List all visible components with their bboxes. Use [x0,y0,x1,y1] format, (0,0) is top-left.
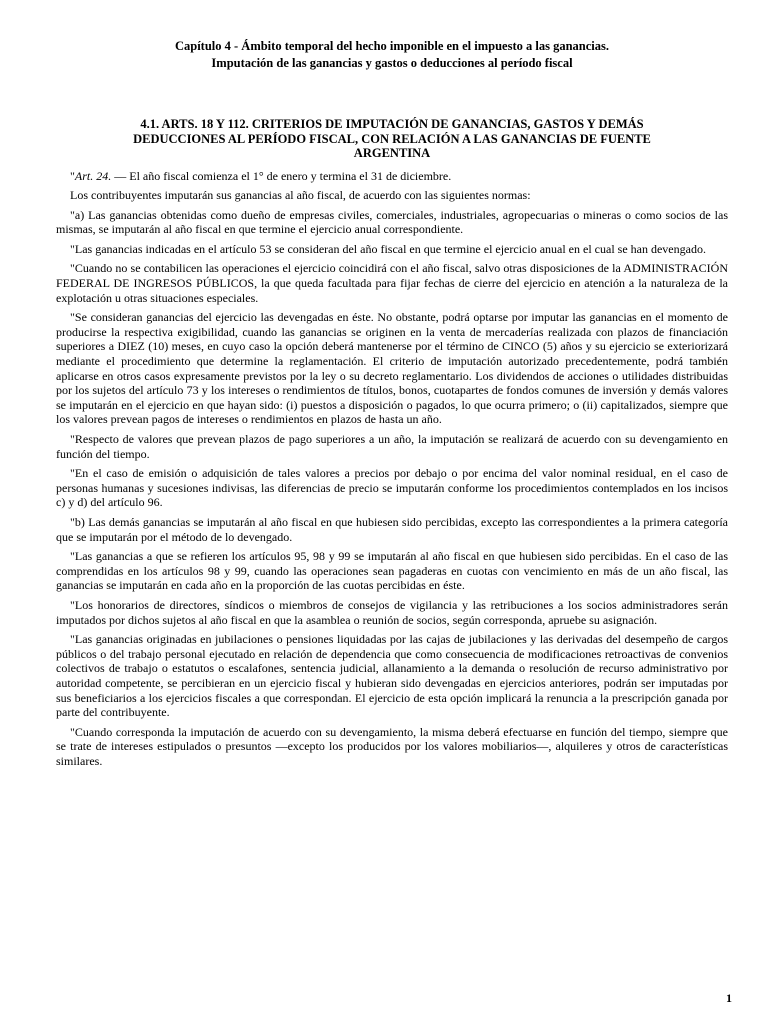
document-page [56,38,728,773]
section-title-line-1: 4.1. ARTS. 18 Y 112. CRITERIOS DE IMPUTACIÓN DE GANANCIAS, GASTOS Y DEMÁS [140,117,644,131]
body-paragraph: "Cuando corresponda la imputación de acuerdo con su devengamiento, la misma deberá efectuarse en función del tiempo, siempre que se trate de intereses estipulados o presuntos —excepto los producidos por los valores mobiliarios—, alquileres y otros de características similares. [56,724,728,768]
body-paragraph: "Cuando no se contabilicen las operaciones el ejercicio coincidirá con el año fiscal, salvo otras disposiciones de la ADMINISTRACIÓN FEDERAL DE INGRESOS PÚBLICOS, la que queda facultada para fijar fechas de cierre del ejercicio en atención a la naturaleza de la explotación u otras situaciones especiales. [56,261,728,305]
body-paragraph: "En el caso de emisión o adquisición de tales valores a precios por debajo o por encima del valor nominal residual, en el caso de personas humanas y sucesiones indivisas, las diferencias de precio se imputarán conforme los procedimientos contemplados en los incisos c) y d) del artículo 96. [56,466,728,510]
article-24-paragraph [56,169,728,184]
body-paragraph: "Las ganancias a que se refieren los artículos 95, 98 y 99 se imputarán al año fiscal en que hubiesen sido percibidas. En el caso de las comprendidas en los artículos 98 y 99, cuando las operaciones sean pagaderas en cuotas con vencimiento en más de un año fiscal, las ganancias se imputarán en cada año en la proporción de las cuotas percibidas en éste. [56,549,728,593]
body-paragraph: "b) Las demás ganancias se imputarán al año fiscal en que hubiesen sido percibidas, excepto las correspondientes a la primera categoría que se imputarán por el método de lo devengado. [56,514,728,544]
section-title-line-3: ARGENTINA [353,146,431,160]
article-24-quote: " [70,168,75,183]
article-24-label: Art. 24. [74,168,112,183]
body-paragraph: "Las ganancias originadas en jubilaciones o pensiones liquidadas por las cajas de jubilaciones y las derivadas del desempeño de cargos públicos o del trabajo personal ejecutado en relación de dependencia que como consecuencia de modificaciones retroactivas de convenios colectivos de trabajo o estatutos o escalafones, sentencia judicial, allanamiento a la demanda o resolución de recurso administrativo por autoridad competente, se percibieran en un ejercicio fiscal y hubieran sido devengadas en ejercicios anteriores, podrán ser imputadas por sus beneficiarios a los ejercicios fiscales a que correspondan. El ejercicio de esta opción implicará la renuncia a la prescripción ganada por parte del contribuyente. [56,632,728,720]
body-paragraph: "Respecto de valores que prevean plazos de pago superiores a un año, la imputación se realizará de acuerdo con su devengamiento en función del tiempo. [56,432,728,461]
chapter-title-line-2: Imputación de las ganancias y gastos o deducciones al período fiscal [211,56,573,70]
chapter-title [56,38,728,72]
body-paragraph: "a) Las ganancias obtenidas como dueño de empresas civiles, comerciales, industriales, agropecuarias o mineras o como socios de las mismas, se imputarán al año fiscal en que termine el ejercicio anual correspondiente. [56,207,728,237]
chapter-title-line-1: Capítulo 4 - Ámbito temporal del hecho imponible en el impuesto a las ganancias. [174,39,610,53]
body-paragraph: "Las ganancias indicadas en el artículo 53 se consideran del año fiscal en que termine el ejercicio anual en el cual se han devengado. [70,241,706,256]
page-number: 1 [726,991,732,1005]
body-paragraph: "Los honorarios de directores, síndicos o miembros de consejos de vigilancia y las retribuciones a los socios administradores serán imputados por dichos sujetos al año fiscal en que la asamblea o reunión de socios, según corresponda, apruebe su asignación. [56,597,728,627]
body-paragraph: "Se consideran ganancias del ejercicio las devengadas en éste. No obstante, podrá optarse por imputar las ganancias en el momento de producirse la respectiva exigibilidad, cuando las ganancias se originen en la venta de mercaderías realizada con plazos de financiación superiores a DIEZ (10) meses, en cuyo caso la opción deberá mantenerse por el término de CINCO (5) años y su ejercicio se exteriorizará mediante el procedimiento que determine la reglamentación. El criterio de imputación autorizado precedentemente, podrá también aplicarse en otros casos expresamente previstos por la ley o su decreto reglamentario. Los dividendos de acciones o utilidades distribuidas por los sujetos del artículo 73 y los intereses o rendimientos de títulos, bonos, cuotapartes de fondos comunes de inversión y demás valores se imputarán en el ejercicio en que hayan sido: (i) puestos a disposición o pagados, lo que ocurra primero; o (ii) capitalizados, siempre que los valores prevean pagos de intereses o rendimientos en plazos de hasta un año. [56,310,728,427]
section-title [56,117,728,161]
body-paragraph: Los contribuyentes imputarán sus ganancias al año fiscal, de acuerdo con las siguientes normas: [70,188,531,203]
section-title-line-2: DEDUCCIONES AL PERÍODO FISCAL, CON RELACIÓN A LAS GANANCIAS DE FUENTE [133,131,651,146]
article-24-text: — El año fiscal comienza el 1° de enero y termina el 31 de diciembre. [114,168,452,183]
